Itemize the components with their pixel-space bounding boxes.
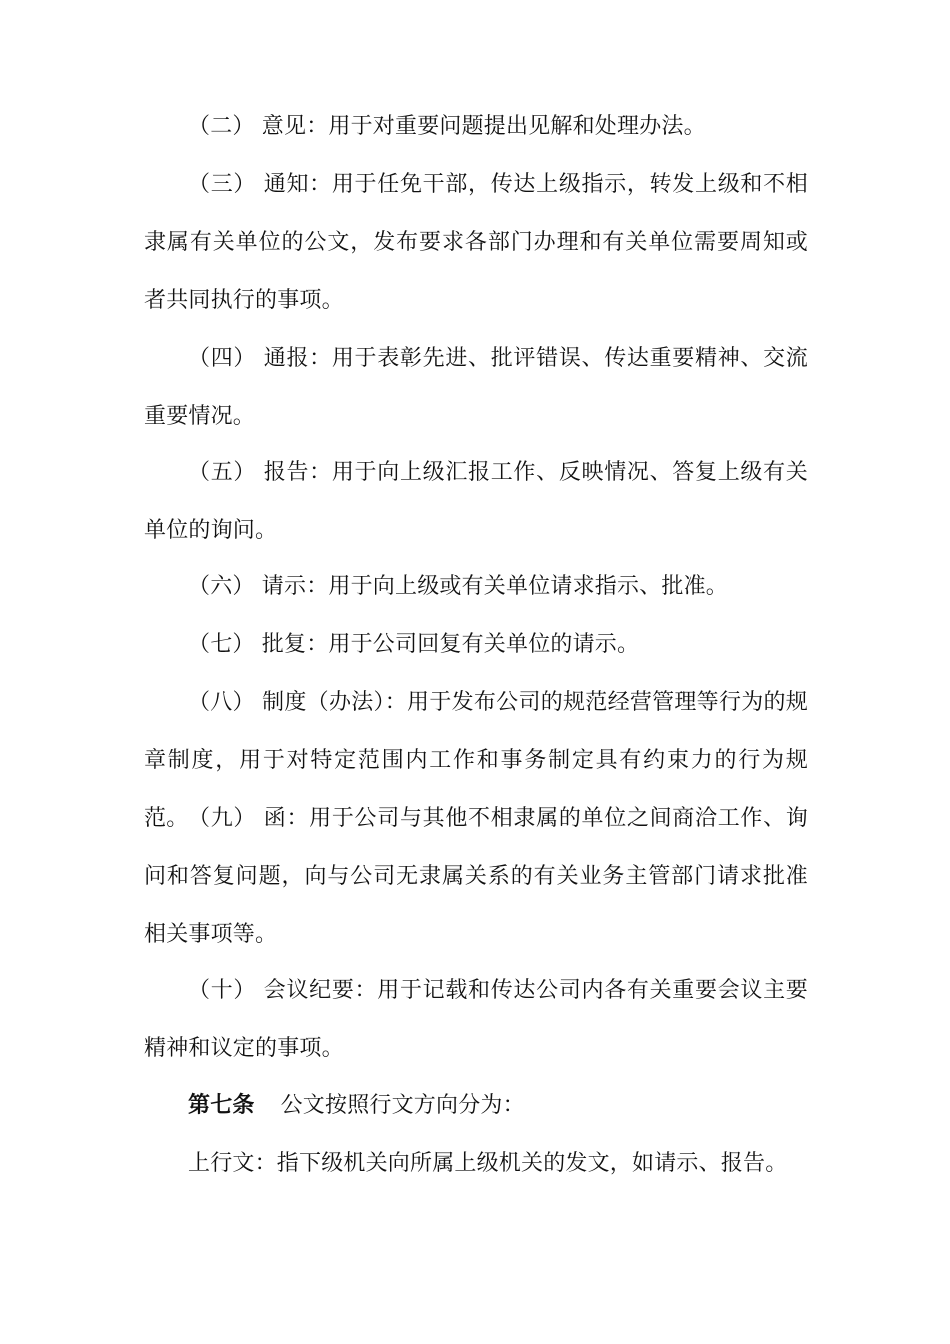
article-text: 公文按照行文方向分为： [280,1093,525,1118]
article-seven [188,1077,852,1135]
paragraph-meeting-minutes: （十） 会议纪要：用于记载和传达公司内各有关重要会议主要精神和议定的事项。 [144,978,808,1061]
paragraph-notice: （三） 通知：用于任免干部，传达上级指示，转发上级和不相隶属有关单位的公文，发布要求各部门办理和有关单位需要周知或者共同执行的事项。 [144,172,808,313]
paragraph-regulation: （八） 制度（办法）：用于发布公司的规范经营管理等行为的规章制度，用于对特定范围内工作和事务制定具有约束力的行为规范。 [144,690,808,831]
paragraph-reply: （七） 批复：用于公司回复有关单位的请示。 [188,632,640,657]
paragraph-report: （五） 报告：用于向上级汇报工作、反映情况、答复上级有关单位的询问。 [144,460,808,543]
paragraph-upward-document: 上行文：指下级机关向所属上级机关的发文，如请示、报告。 [188,1151,788,1176]
paragraph-letter: （九） 函：用于公司与其他不相隶属的单位之间商洽工作、询问和答复问题，向与公司无隶属关系的有关业务主管部门请求批准相关事项等。 [144,806,808,947]
paragraph-request: （六） 请示：用于向上级或有关单位请求指示、批准。 [188,574,728,599]
paragraph-bulletin: （四） 通报：用于表彰先进、批评错误、传达重要精神、交流重要情况。 [144,346,808,429]
paragraph-opinion: （二） 意见：用于对重要问题提出见解和处理办法。 [188,114,706,139]
article-heading: 第七条 [188,1093,255,1118]
